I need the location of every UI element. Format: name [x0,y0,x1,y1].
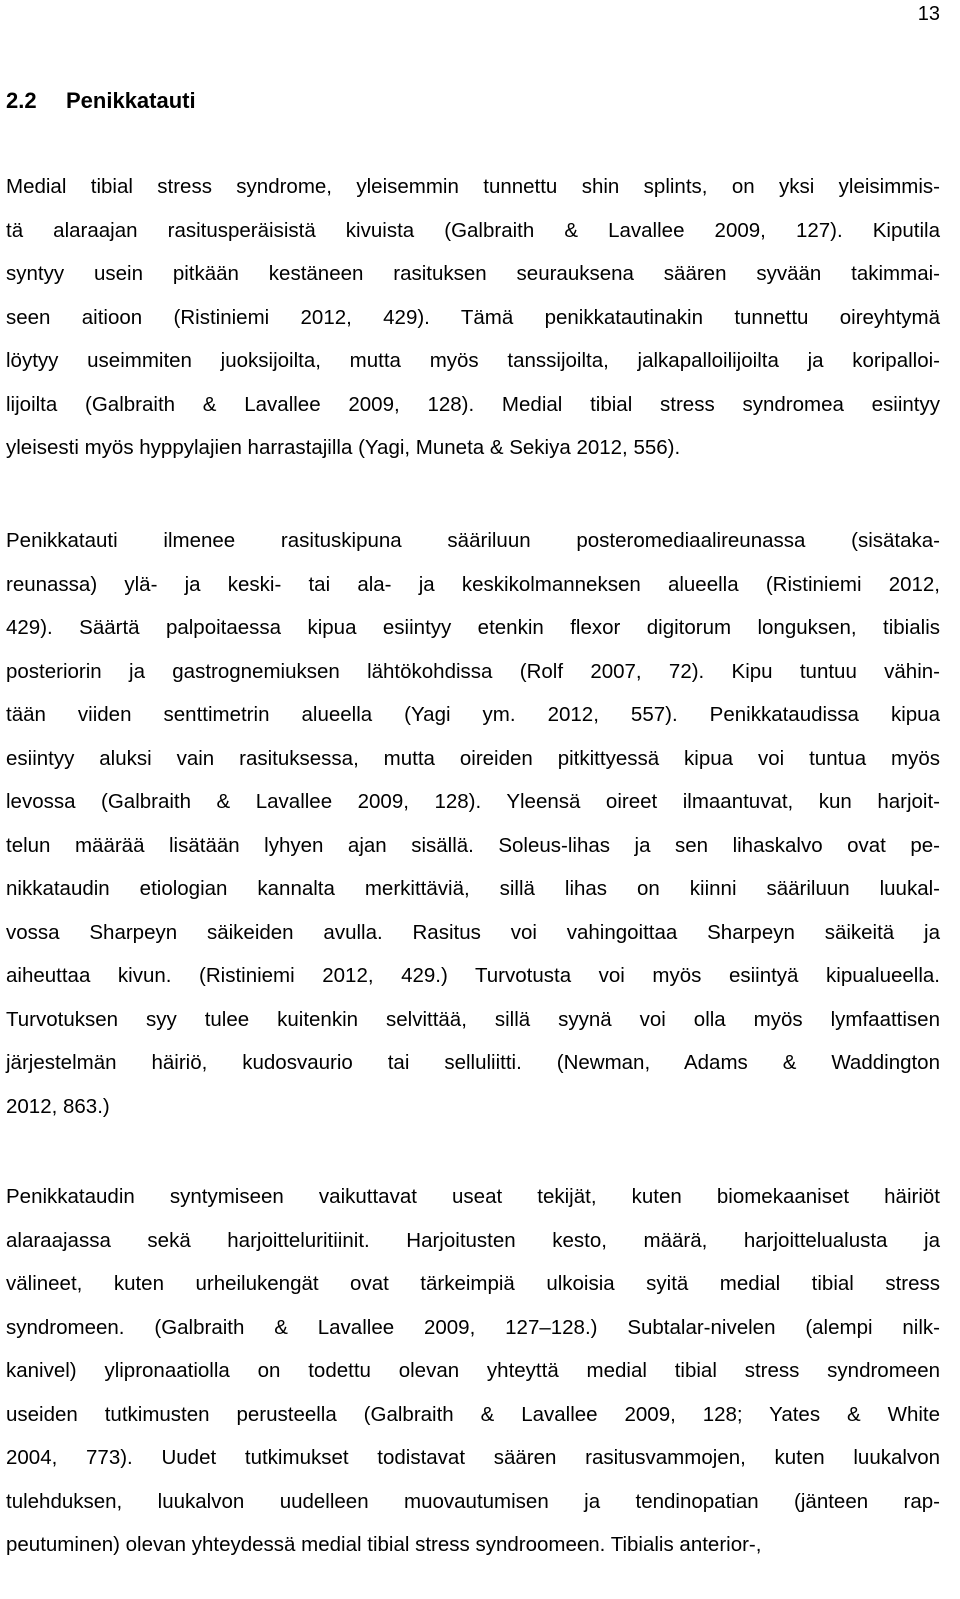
paragraph-2 [6,519,940,1128]
section-title: Penikkatauti [66,88,196,113]
text-line: seen aitioon (Ristiniemi 2012, 429). Tämä penikkatautinakin tunnettu oireyhtymä [6,305,940,329]
text-line: vossa Sharpeyn säikeiden avulla. Rasitus voi vahingoittaa Sharpeyn säikeitä ja [6,920,940,944]
text-line: Penikkatauti ilmenee rasituskipuna sääriluun posteromediaalireunassa (sisätaka- [6,529,940,552]
text-line: reunassa) ylä- ja keski- tai ala- ja keskikolmanneksen alueella (Ristiniemi 2012, [6,572,940,596]
text-line: peutuminen) olevan yhteydessä medial tibial stress syndroomeen. Tibialis anterior-, [6,1533,762,1556]
section-heading [6,86,196,116]
text-line: levossa (Galbraith & Lavallee 2009, 128). Yleensä oireet ilmaantuvat, kun harjoit- [6,790,940,813]
text-line: löytyy useimmiten juoksijoilta, mutta myös tanssijoilta, jalkapalloilijoilta ja koripalloi- [6,349,940,372]
text-line: 2012, 863.) [6,1094,110,1118]
text-line: alaraajassa sekä harjoitteluritiinit. Harjoitusten kesto, määrä, harjoittelualusta ja [6,1228,940,1252]
text-line: aiheuttaa kivun. (Ristiniemi 2012, 429.) Turvotusta voi myös esiintyä kipualueella. [6,964,940,987]
text-line: kanivel) ylipronaatiolla on todettu olevan yhteyttä medial tibial stress syndromeen [6,1359,940,1382]
text-line: posteriorin ja gastrognemiuksen lähtökohdissa (Rolf 2007, 72). Kipu tuntuu vähin- [6,659,940,683]
text-line: telun määrää lisätään lyhyen ajan sisällä. Soleus-lihas ja sen lihaskalvo ovat pe- [6,833,940,857]
text-line: tään viiden senttimetrin alueella (Yagi ym. 2012, 557). Penikkataudissa kipua [6,703,940,726]
text-line: 429). Säärtä palpoitaessa kipua esiintyy etenkin flexor digitorum longuksen, tibialis [6,616,940,639]
text-line: syntyy usein pitkään kestäneen rasituksen seurauksena säären syvään takimmai- [6,262,940,285]
text-line: nikkataudin etiologian kannalta merkittäviä, sillä lihas on kiinni sääriluun luukal- [6,877,940,900]
paragraph-3 [6,1175,940,1567]
text-line: esiintyy aluksi vain rasituksessa, mutta oireiden pitkittyessä kipua voi tuntua myös [6,746,940,770]
text-line: lijoilta (Galbraith & Lavallee 2009, 128). Medial tibial stress syndromea esiintyy [6,392,940,416]
text-line: Turvotuksen syy tulee kuitenkin selvittää, sillä syynä voi olla myös lymfaattisen [6,1007,940,1031]
text-line: järjestelmän häiriö, kudosvaurio tai selluliitti. (Newman, Adams & Waddington [6,1051,940,1074]
text-line: syndromeen. (Galbraith & Lavallee 2009, 127–128.) Subtalar-nivelen (alempi nilk- [6,1315,940,1339]
text-line: Penikkataudin syntymiseen vaikuttavat useat tekijät, kuten biomekaaniset häiriöt [6,1185,940,1208]
page-number: 13 [917,3,940,25]
text-line: Medial tibial stress syndrome, yleisemmin tunnettu shin splints, on yksi yleisimmis- [6,175,940,198]
text-line: yleisesti myös hyppylajien harrastajilla (Yagi, Muneta & Sekiya 2012, 556). [6,436,681,459]
paragraph-1 [6,165,940,470]
text-line: välineet, kuten urheilukengät ovat tärkeimpiä ulkoisia syitä medial tibial stress [6,1272,940,1295]
text-line: tulehduksen, luukalvon uudelleen muovautumisen ja tendinopatian (jänteen rap- [6,1489,940,1513]
text-line: tä alaraajan rasitusperäisistä kivuista (Galbraith & Lavallee 2009, 127). Kiputila [6,218,940,242]
text-line: 2004, 773). Uudet tutkimukset todistavat säären rasitusvammojen, kuten luukalvon [6,1446,940,1469]
section-number: 2.2 [6,88,37,113]
text-line: useiden tutkimusten perusteella (Galbraith & Lavallee 2009, 128; Yates & White [6,1402,940,1426]
